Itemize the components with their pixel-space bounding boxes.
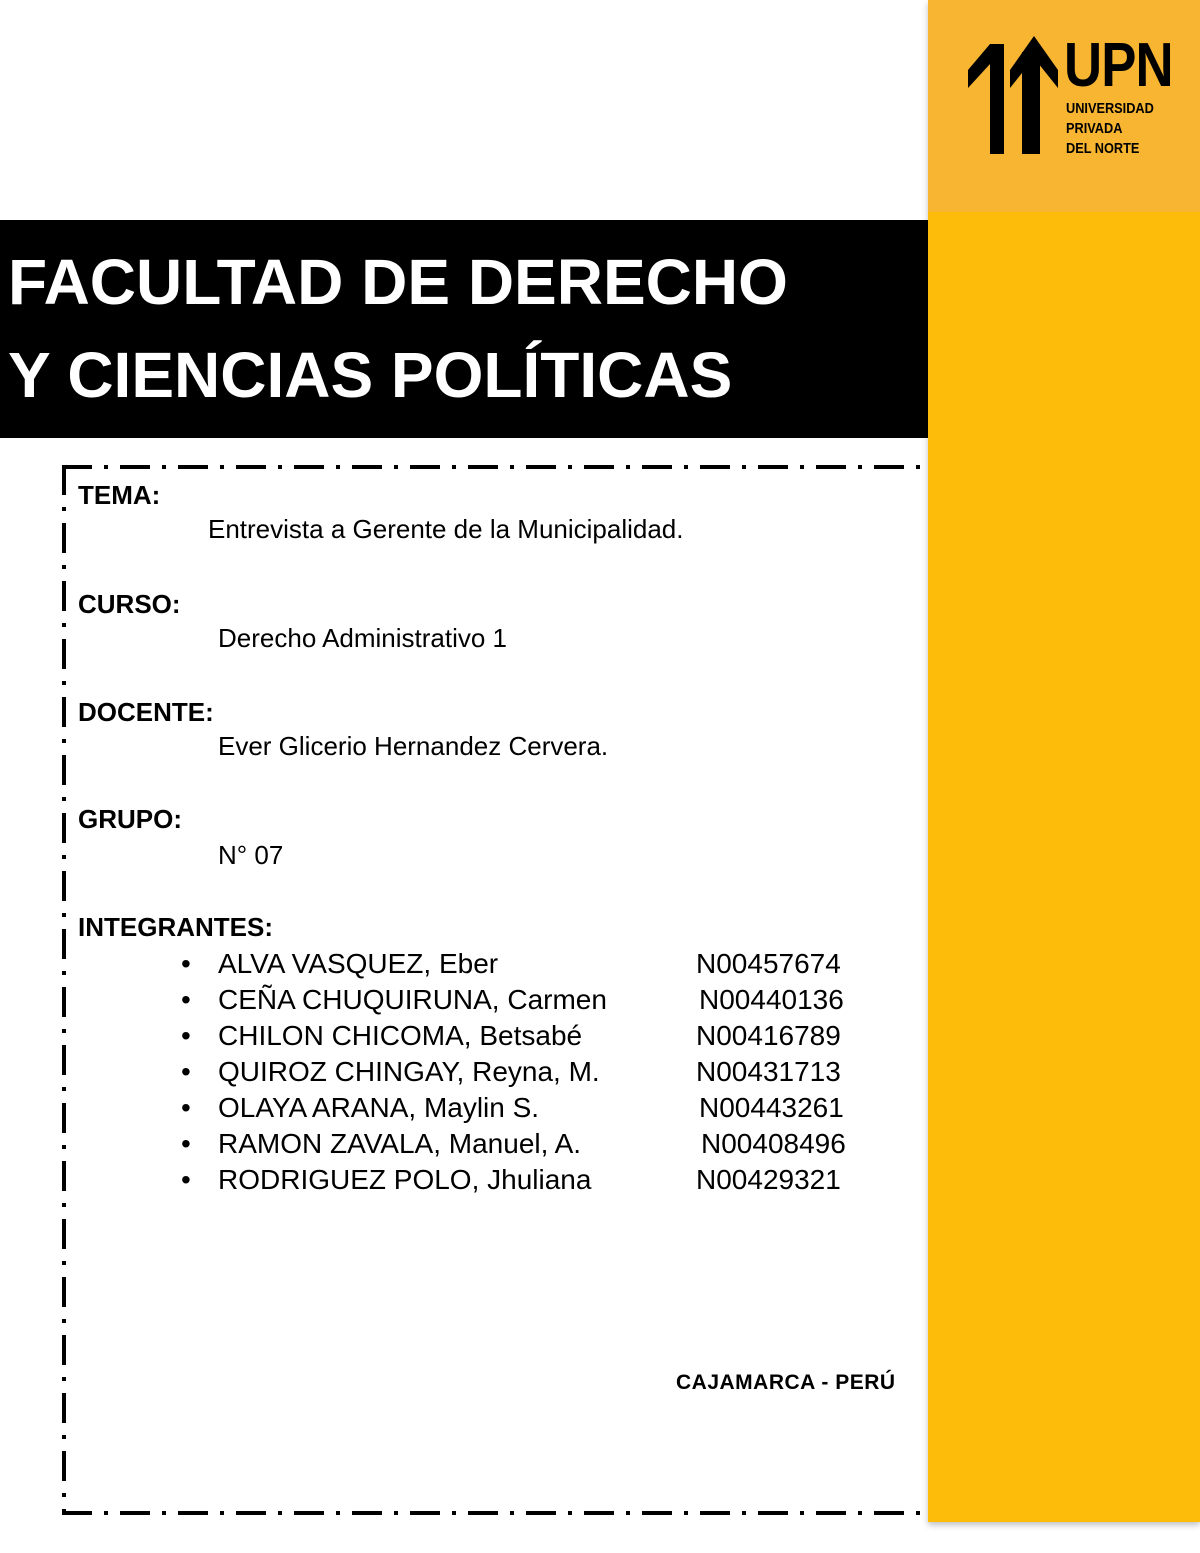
list-item bbox=[0, 1162, 928, 1198]
member-code: N00443261 bbox=[699, 1092, 844, 1123]
bullet-icon: • bbox=[181, 948, 191, 979]
faculty-banner bbox=[0, 220, 928, 438]
list-item bbox=[0, 1090, 928, 1126]
member-code: N00440136 bbox=[699, 984, 844, 1015]
member-name: CHILON CHICOMA, Betsabé bbox=[218, 1020, 583, 1051]
member-code: N00431713 bbox=[696, 1056, 841, 1087]
docente-label: DOCENTE: bbox=[78, 697, 214, 727]
location-label: CAJAMARCA - PERÚ bbox=[676, 1371, 896, 1394]
grupo-value: N° 07 bbox=[218, 840, 284, 870]
list-item bbox=[0, 1018, 928, 1054]
bullet-icon: • bbox=[181, 1020, 191, 1051]
member-code: N00416789 bbox=[696, 1020, 841, 1051]
tema-label: TEMA: bbox=[78, 480, 161, 510]
member-name: OLAYA ARANA, Maylin S. bbox=[218, 1092, 540, 1123]
bullet-icon: • bbox=[181, 984, 191, 1015]
bullet-icon: • bbox=[181, 1128, 191, 1159]
logo-panel bbox=[928, 0, 1200, 212]
tema-value: Entrevista a Gerente de la Municipalidad. bbox=[208, 514, 684, 544]
member-name: ALVA VASQUEZ, Eber bbox=[218, 948, 499, 979]
curso-value: Derecho Administrativo 1 bbox=[218, 623, 508, 653]
member-name: RAMON ZAVALA, Manuel, A. bbox=[218, 1128, 582, 1159]
logo-line-2: PRIVADA bbox=[1066, 120, 1123, 137]
member-code: N00429321 bbox=[696, 1164, 841, 1195]
upn-arrow-icon bbox=[964, 36, 1060, 156]
bullet-icon: • bbox=[181, 1092, 191, 1123]
logo-line-1: UNIVERSIDAD bbox=[1066, 100, 1154, 117]
member-name: CEÑA CHUQUIRUNA, Carmen bbox=[218, 984, 607, 1015]
faculty-title-line-1: FACULTAD DE DERECHO bbox=[8, 246, 788, 318]
grupo-label: GRUPO: bbox=[78, 804, 182, 834]
list-item bbox=[0, 1126, 928, 1162]
integrantes-label: INTEGRANTES: bbox=[78, 912, 273, 942]
member-code: N00457674 bbox=[696, 948, 841, 979]
faculty-title-line-2: Y CIENCIAS POLÍTICAS bbox=[8, 339, 733, 411]
member-code: N00408496 bbox=[701, 1128, 846, 1159]
upn-logo bbox=[964, 31, 1173, 157]
curso-label: CURSO: bbox=[78, 589, 181, 619]
logo-acronym: UPN bbox=[1064, 31, 1173, 100]
list-item bbox=[0, 982, 928, 1018]
bullet-icon: • bbox=[181, 1164, 191, 1195]
logo-line-3: DEL NORTE bbox=[1066, 140, 1140, 157]
member-name: QUIROZ CHINGAY, Reyna, M. bbox=[218, 1056, 600, 1087]
docente-value: Ever Glicerio Hernandez Cervera. bbox=[218, 731, 609, 761]
sidebar-band bbox=[928, 0, 1200, 1522]
member-name: RODRIGUEZ POLO, Jhuliana bbox=[218, 1164, 592, 1195]
list-item bbox=[0, 946, 928, 982]
list-item bbox=[0, 1054, 928, 1090]
bullet-icon: • bbox=[181, 1056, 191, 1087]
